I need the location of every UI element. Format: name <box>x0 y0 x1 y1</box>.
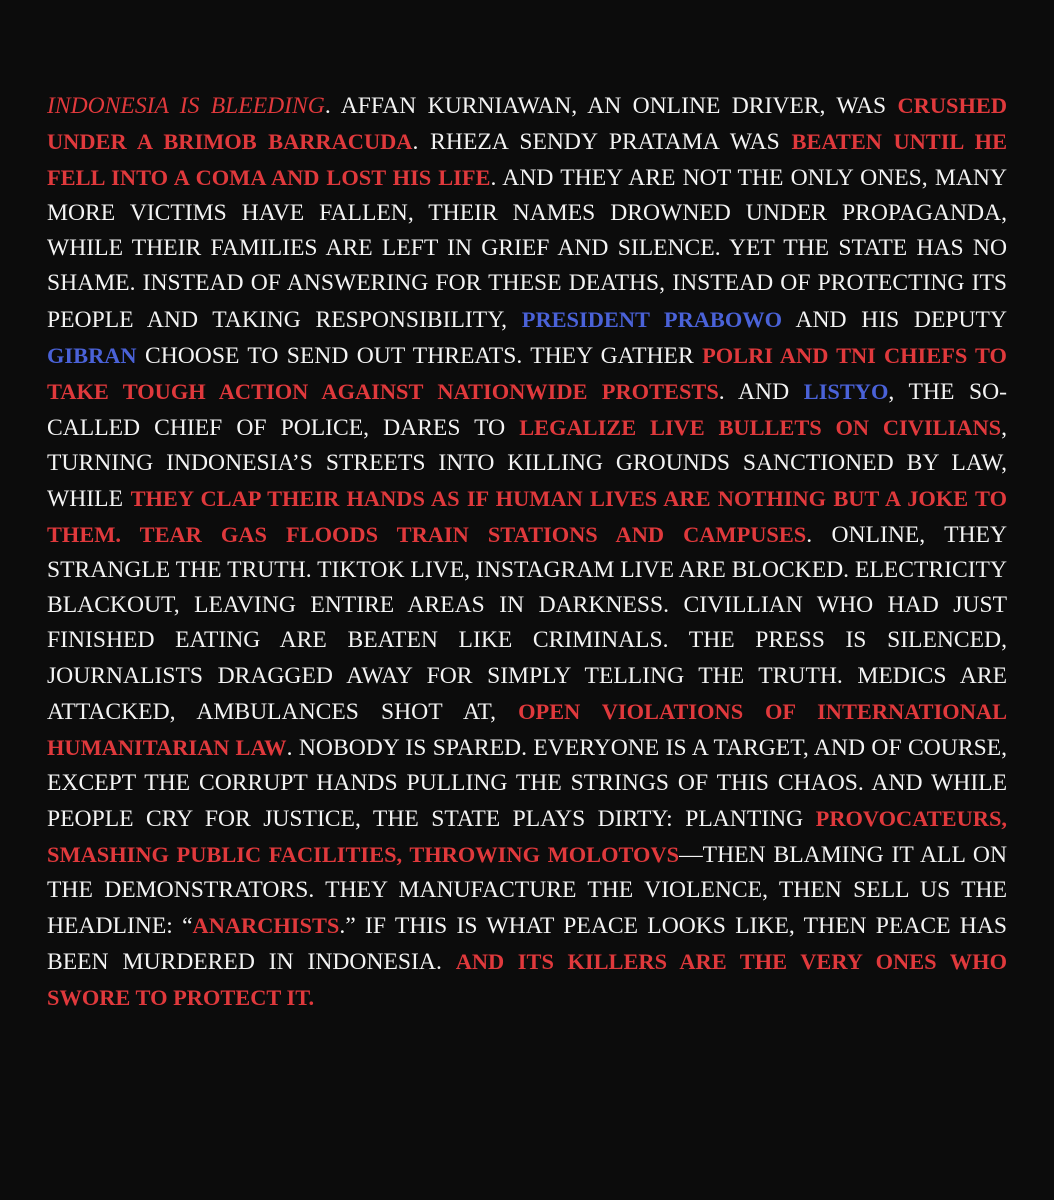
named-official: GIBRAN <box>47 342 137 368</box>
highlight-phrase: THEY CLAP THEIR HANDS AS IF HUMAN LIVES ARE NOTHING BUT A JOKE TO THEM. TEAR GAS FLOODS TRAIN STATIONS AND CAMPUSES <box>47 486 1007 548</box>
closing-phrase: AND ITS KILLERS ARE THE VERY ONES WHO SWORE TO PROTECT IT. <box>47 949 1007 1011</box>
body-text: .” IF THIS IS WHAT PEACE LOOKS LIKE, THEN PEACE HAS BEEN MURDERED IN INDONESIA. <box>47 913 1007 976</box>
highlight-phrase: PROVOCATEURS, SMASHING PUBLIC FACILITIES, THROWING MOLOTOVS <box>47 805 1007 867</box>
highlight-phrase: ANARCHISTS <box>192 913 340 939</box>
highlight-phrase: INDONESIA IS BLEEDING <box>47 93 325 119</box>
body-text: , TURNING INDONESIA’S STREETS INTO KILLING GROUNDS SANCTIONED BY LAW, WHILE <box>47 414 1007 513</box>
highlight-phrase: CRUSHED UNDER A BRIMOB BARRACUDA <box>47 93 1007 155</box>
named-official: PRESIDENT PRABOWO <box>521 306 783 332</box>
body-text: —THEN BLAMING IT ALL ON THE DEMONSTRATORS. THEY MANUFACTURE THE VIOLENCE, THEN SELL US THE HEADLINE: “ <box>47 841 1007 940</box>
highlight-phrase: BEATEN UNTIL HE FELL INTO A COMA AND LOST HIS LIFE <box>47 129 1007 191</box>
highlight-phrase: LEGALIZE LIVE BULLETS ON CIVILIANS <box>519 414 1002 440</box>
body-text: . AND THEY ARE NOT THE ONLY ONES, MANY MORE VICTIMS HAVE FALLEN, THEIR NAMES DROWNED UNDER PROPAGANDA, WHILE THEIR FAMILIES ARE LEFT IN GRIEF AND SILENCE. YET THE STATE HAS NO SHAME. INSTEAD OF ANSWERING FOR THESE DEATHS, INSTEAD OF PROTECTING ITS PEOPLE AND TAKING RESPONSIBILITY, <box>47 165 1007 333</box>
statement-paragraph <box>47 88 1007 1016</box>
body-text: . AFFAN KURNIAWAN, AN ONLINE DRIVER, WAS <box>324 93 898 119</box>
highlight-phrase: POLRI AND TNI CHIEFS TO TAKE TOUGH ACTION AGAINST NATIONWIDE PROTESTS <box>47 342 1007 404</box>
body-text: AND HIS DEPUTY <box>782 306 1007 333</box>
body-text: . AND <box>718 378 804 405</box>
body-text: . NOBODY IS SPARED. EVERYONE IS A TARGET, AND OF COURSE, EXCEPT THE CORRUPT HANDS PULLING THE STRINGS OF THIS CHAOS. AND WHILE PEOPLE CRY FOR JUSTICE, THE STATE PLAYS DIRTY: PLANTING <box>47 734 1007 832</box>
body-text: . ONLINE, THEY STRANGLE THE TRUTH. TIKTOK LIVE, INSTAGRAM LIVE ARE BLOCKED. ELECTRICITY BLACKOUT, LEAVING ENTIRE AREAS IN DARKNESS. CIVILLIAN WHO HAD JUST FINISHED EATING ARE BEATEN LIKE CRIMINALS. THE PRESS IS SILENCED, JOURNALISTS DRAGGED AWAY FOR SIMPLY TELLING THE TRUTH. MEDICS ARE ATTACKED, AMBULANCES SHOT AT, <box>47 522 1007 725</box>
body-text: , THE SO-CALLED CHIEF OF POLICE, DARES TO <box>47 378 1007 441</box>
body-text: CHOOSE TO SEND OUT THREATS. THEY GATHER <box>136 342 703 369</box>
named-official: LISTYO <box>803 378 889 404</box>
body-text: . RHEZA SENDY PRATAMA WAS <box>412 129 792 156</box>
highlight-phrase: OPEN VIOLATIONS OF INTERNATIONAL HUMANITARIAN LAW <box>47 698 1008 760</box>
